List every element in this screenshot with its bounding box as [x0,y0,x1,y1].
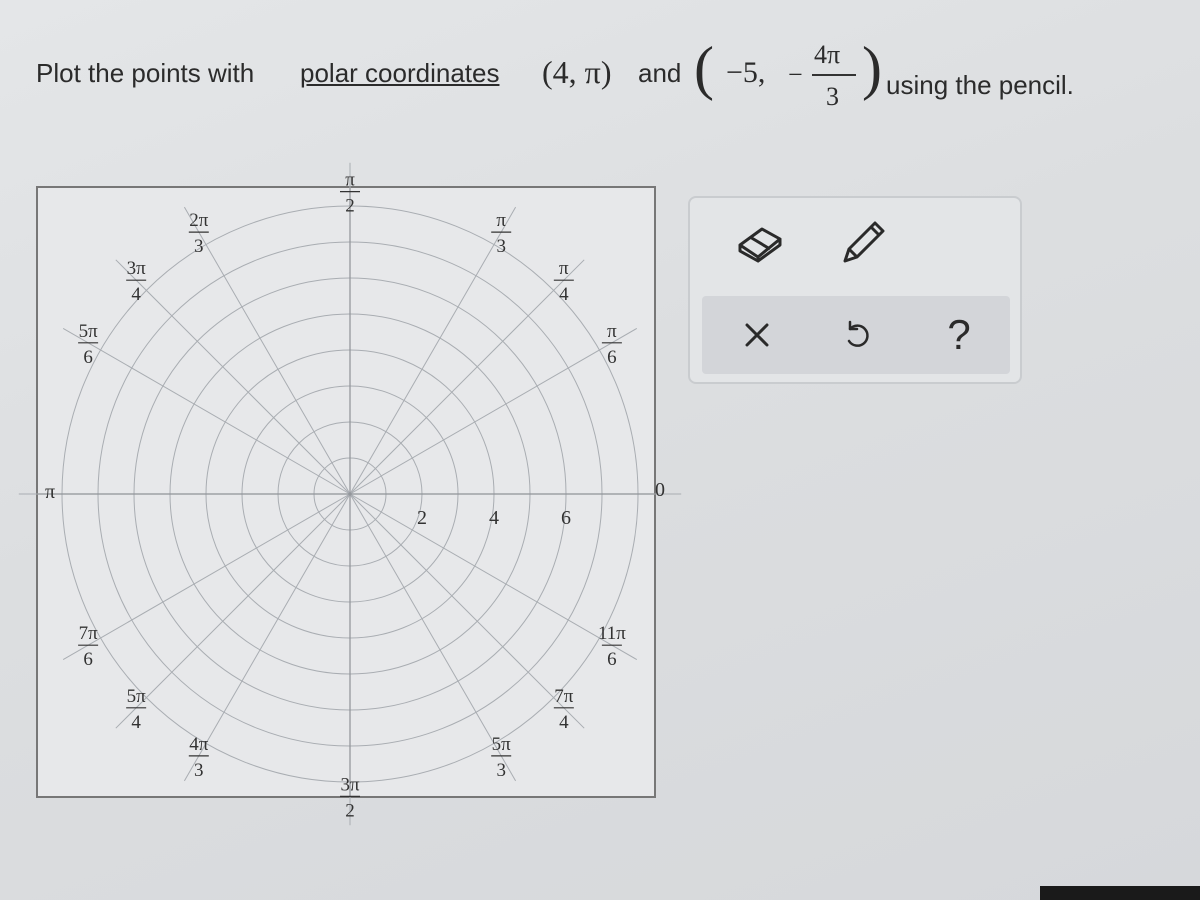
pencil-icon [837,217,889,269]
angle-label-numerator: π [345,169,355,191]
eraser-button[interactable] [728,212,790,274]
close-icon [739,317,775,353]
angle-label-denominator: 3 [194,759,204,781]
point-one: (4, π) [542,54,612,90]
undo-icon [839,317,875,353]
angle-label-zero: 0 [655,479,665,501]
polar-spoke [116,260,350,494]
angle-label-numerator: 5π [491,733,511,755]
angle-label-denominator: 3 [496,759,506,781]
point-two-angle-denominator: 3 [826,82,839,111]
action-bar [702,296,1010,374]
polar-spoke [63,328,350,494]
angle-label-numerator: 3π [340,774,360,796]
clear-button[interactable] [726,304,788,366]
polar-spoke [350,260,584,494]
point-two-left-paren: ( [694,35,714,101]
angle-label-denominator: 6 [83,649,93,671]
pencil-button[interactable] [832,212,894,274]
angle-label-denominator: 3 [194,236,204,258]
angle-label-numerator: 4π [189,733,209,755]
and-text: and [638,58,682,88]
help-icon: ? [947,311,971,358]
eraser-icon [732,223,786,263]
angle-label-denominator: 4 [559,284,569,306]
angle-label-pi: π [44,481,56,503]
angle-label-numerator: 5π [78,320,98,342]
point-two-minus: − [788,60,803,89]
polar-grid-canvas[interactable] [38,169,665,822]
polar-spoke [116,494,350,728]
radial-label: 6 [561,507,571,529]
angle-label-denominator: 4 [559,711,569,733]
point-two-radius: −5, [726,56,766,89]
angle-label-denominator: 6 [83,346,93,368]
angle-label-numerator: 5π [126,685,146,707]
point-two-angle-numerator: 4π [814,40,841,69]
angle-label-denominator: 4 [131,711,141,733]
angle-label-numerator: 2π [189,210,209,232]
polar-spoke [350,328,637,494]
angle-label-denominator: 4 [131,284,141,306]
polar-graph[interactable] [36,169,665,822]
angle-label-numerator: π [559,258,569,280]
question-prompt [36,30,1186,130]
angle-label-denominator: 6 [607,346,617,368]
drawing-tool-panel [688,196,1022,384]
angle-label-numerator: 7π [78,623,98,645]
undo-button[interactable] [826,304,888,366]
point-two-right-paren: ) [862,35,882,101]
angle-label-numerator: 7π [554,685,574,707]
polar-spoke [184,207,350,494]
question-prefix: Plot the points with [36,58,255,88]
radial-label: 4 [489,507,499,529]
polar-coordinates-link[interactable]: polar coordinates [300,58,500,88]
angle-label-numerator: π [607,320,617,342]
question-suffix: using the pencil. [886,70,1074,100]
help-button[interactable] [928,304,990,366]
polar-spoke [184,494,350,781]
angle-label-denominator: 3 [496,236,506,258]
point-two-angle-bar [812,74,856,76]
angle-label-denominator: 2 [345,195,355,217]
angle-label-numerator: π [496,210,506,232]
polar-spoke [63,494,350,660]
angle-label-numerator: 11π [597,623,626,645]
angle-label-numerator: 3π [126,258,146,280]
angle-label-denominator: 6 [607,649,617,671]
angle-label-denominator: 2 [345,800,355,822]
screen-edge-bar [1040,886,1200,900]
polar-spoke [350,207,516,494]
radial-label: 2 [417,507,427,529]
polar-spoke [350,494,584,728]
